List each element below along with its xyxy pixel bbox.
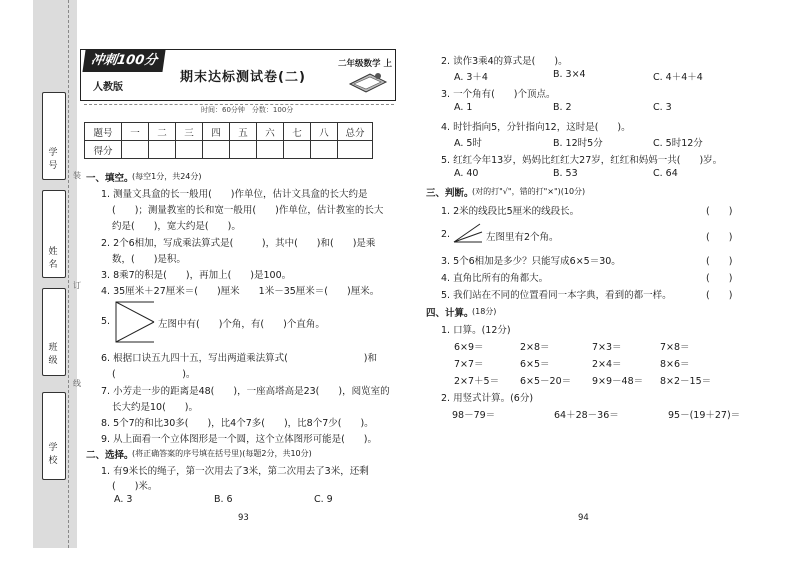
fill-q4: 4. 35厘米＋27厘米＝( )厘米 1米－35厘米＝( )厘米。 xyxy=(101,286,380,297)
judge-q4-answer[interactable]: ( ) xyxy=(706,273,733,284)
score-cell-5: 五 xyxy=(230,123,257,141)
choice-q4-option-a: A. 5时 xyxy=(454,138,482,149)
score-blank[interactable] xyxy=(230,141,257,159)
score-cell-label: 题号 xyxy=(85,123,122,141)
fill-q8: 8. 5个7的和比30多( )，比4个7多( )，比8个7少( )。 xyxy=(101,418,374,429)
section-2-note: (将正确答案的序号填在括号里)(每题2分，共10分) xyxy=(132,449,312,458)
vertical-calc-item: 98－79＝ xyxy=(452,410,496,421)
choice-q5-option-c: C. 64 xyxy=(653,168,678,179)
fill-q6-line2: ( )。 xyxy=(112,369,196,380)
fill-q3: 3. 8乘7的积是( )，再加上( )是100。 xyxy=(101,270,292,281)
score-cell-1: 一 xyxy=(122,123,149,141)
oral-item: 2×4＝ xyxy=(592,359,622,370)
score-cell-6: 六 xyxy=(257,123,284,141)
school-box xyxy=(42,392,66,480)
choice-q1-option-b: B. 6 xyxy=(214,494,233,505)
section-3-title: 三、判断。 xyxy=(426,188,474,199)
section-4-title: 四、计算。 xyxy=(426,308,474,319)
oral-item: 6×5＝ xyxy=(520,359,550,370)
oral-item: 2×7＋5＝ xyxy=(454,376,500,387)
fill-q7-line1: 7. 小芳走一步的距离是48( )，一座高塔高是23( )，阅览室的 xyxy=(101,386,390,397)
oral-item: 2×8＝ xyxy=(520,342,550,353)
section-1-note: (每空1分，共24分) xyxy=(132,172,202,181)
oral-item: 8×2－15＝ xyxy=(660,376,712,387)
judge-q2-number: 2. xyxy=(441,229,451,240)
score-cell-8: 八 xyxy=(311,123,338,141)
angle-figure-icon xyxy=(112,300,158,344)
fill-q6-line1: 6. 根据口诀五九四十五，写出两道乘法算式( )和 xyxy=(101,353,377,364)
right-page-number: 94 xyxy=(578,513,589,523)
vertical-calc-item: 95－(19＋27)＝ xyxy=(668,410,741,421)
oral-calc-title: 1. 口算。(12分) xyxy=(441,325,511,336)
score-blank[interactable] xyxy=(149,141,176,159)
oral-item: 7×8＝ xyxy=(660,342,690,353)
judge-q1: 1. 2米的线段比5厘米的线段长。 xyxy=(441,206,580,217)
section-1-title: 一、填空。 xyxy=(86,173,134,184)
judge-q1-answer[interactable]: ( ) xyxy=(706,206,733,217)
left-page-number: 93 xyxy=(238,513,249,523)
choice-q3-option-b: B. 2 xyxy=(553,102,572,113)
book-illustration-icon xyxy=(348,70,388,94)
fill-q1-line2: ( )；测量教室的长和宽一般用( )作单位，估计教室的长大 xyxy=(112,205,384,216)
binding-char-xian: 线 xyxy=(73,379,81,388)
oral-item: 7×3＝ xyxy=(592,342,622,353)
judge-q5: 5. 我们站在不同的位置看同一本字典，看到的都一样。 xyxy=(441,290,672,301)
grade-label: 二年级数学 上 xyxy=(338,59,392,69)
school-label: 学校 xyxy=(48,443,58,466)
vertical-calc-item: 64＋28－36＝ xyxy=(554,410,619,421)
choice-q2: 2. 读作3乘4的算式是( )。 xyxy=(441,56,568,67)
choice-q1-option-a: A. 3 xyxy=(114,494,133,505)
score-blank[interactable] xyxy=(257,141,284,159)
fill-q5-text: 左图中有( )个角，有( )个直角。 xyxy=(158,319,325,330)
choice-q5: 5. 红红今年13岁，妈妈比红红大27岁，红红和妈妈一共( )岁。 xyxy=(441,155,723,166)
choice-q5-option-a: A. 40 xyxy=(454,168,479,179)
oral-item: 6×9＝ xyxy=(454,342,484,353)
score-blank[interactable] xyxy=(338,141,373,159)
choice-q3: 3. 一个角有( )个顶点。 xyxy=(441,89,556,100)
choice-q2-option-b: B. 3×4 xyxy=(553,69,586,80)
fill-q2-line2: 数，( )是积。 xyxy=(112,254,186,265)
score-cell-7: 七 xyxy=(284,123,311,141)
oral-item: 7×7＝ xyxy=(454,359,484,370)
judge-q3: 3. 5个6相加是多少？只能写成6×5＝30。 xyxy=(441,256,621,267)
score-cell-3: 三 xyxy=(176,123,203,141)
score-blank[interactable] xyxy=(176,141,203,159)
choice-q2-option-a: A. 3＋4 xyxy=(454,72,488,83)
choice-q3-option-c: C. 3 xyxy=(653,102,672,113)
choice-q1-line1: 1. 有9米长的绳子，第一次用去了3米，第二次用去了3米，还剩 xyxy=(101,466,369,477)
oral-item: 8×6＝ xyxy=(660,359,690,370)
score-blank[interactable] xyxy=(284,141,311,159)
score-table xyxy=(84,122,373,159)
name-label: 姓名 xyxy=(48,247,58,270)
score-blank[interactable] xyxy=(311,141,338,159)
choice-q5-option-b: B. 53 xyxy=(553,168,578,179)
judge-q2-text: 左图里有2个角。 xyxy=(486,232,559,243)
oral-item: 6×5－20＝ xyxy=(520,376,572,387)
choice-q2-option-c: C. 4＋4＋4 xyxy=(653,72,703,83)
fill-q5-number: 5. xyxy=(101,316,111,327)
choice-q4: 4. 时针指向5，分针指向12，这时是( )。 xyxy=(441,122,631,133)
judge-q4: 4. 直角比所有的角都大。 xyxy=(441,273,549,284)
binding-line xyxy=(68,0,69,548)
score-blank[interactable] xyxy=(203,141,230,159)
series-logo: 冲刺100分 xyxy=(82,50,165,72)
exam-title: 期末达标测试卷(二) xyxy=(180,70,306,85)
choice-q4-option-b: B. 12时5分 xyxy=(553,138,603,149)
choice-q3-option-a: A. 1 xyxy=(454,102,473,113)
choice-q4-option-c: C. 5时12分 xyxy=(653,138,703,149)
vertical-calc-title: 2. 用竖式计算。(6分) xyxy=(441,393,534,404)
page-bottom-margin xyxy=(33,548,800,574)
choice-q1-option-c: C. 9 xyxy=(314,494,333,505)
section-2-title: 二、选择。 xyxy=(86,450,134,461)
section-4-note: (18分) xyxy=(472,307,497,316)
fill-q1-line1: 1. 测量文具盒的长一般用( )作单位，估计文具盒的长大约是 xyxy=(101,189,368,200)
score-cell-2: 二 xyxy=(149,123,176,141)
score-table-header-row xyxy=(85,123,373,141)
score-blank[interactable] xyxy=(122,141,149,159)
score-row-label: 得分 xyxy=(85,141,122,159)
score-cell-total: 总分 xyxy=(338,123,373,141)
binding-char-ding: 订 xyxy=(73,281,81,290)
score-cell-4: 四 xyxy=(203,123,230,141)
judge-q5-answer[interactable]: ( ) xyxy=(706,290,733,301)
section-3-note: (对的打"√"，错的打"×")(10分) xyxy=(472,187,586,196)
edition-label: 人教版 xyxy=(93,82,123,93)
score-table-score-row xyxy=(85,141,373,159)
choice-q1-line2: ( )米。 xyxy=(112,481,158,492)
class-label: 班级 xyxy=(48,343,58,366)
fill-q9: 9. 从上面看一个立体图形是一个圆，这个立体图形可能是( )。 xyxy=(101,434,377,445)
fill-q7-line2: 长大约是10( )。 xyxy=(112,402,199,413)
fill-q2-line1: 2. 2个6相加，写成乘法算式是( )，其中( )和( )是乘 xyxy=(101,238,376,249)
student-id-label: 学号 xyxy=(48,148,58,171)
time-info: 时间：60分钟 分数：100分 xyxy=(198,105,296,115)
binding-char-zhuang: 装 xyxy=(73,171,81,180)
fill-q1-line3: 约是( )，宽大约是( )。 xyxy=(112,221,241,232)
angle-lines-icon xyxy=(452,222,484,244)
judge-q3-answer[interactable]: ( ) xyxy=(706,256,733,267)
oral-item: 9×9－48＝ xyxy=(592,376,644,387)
judge-q2-answer[interactable]: ( ) xyxy=(706,232,733,243)
